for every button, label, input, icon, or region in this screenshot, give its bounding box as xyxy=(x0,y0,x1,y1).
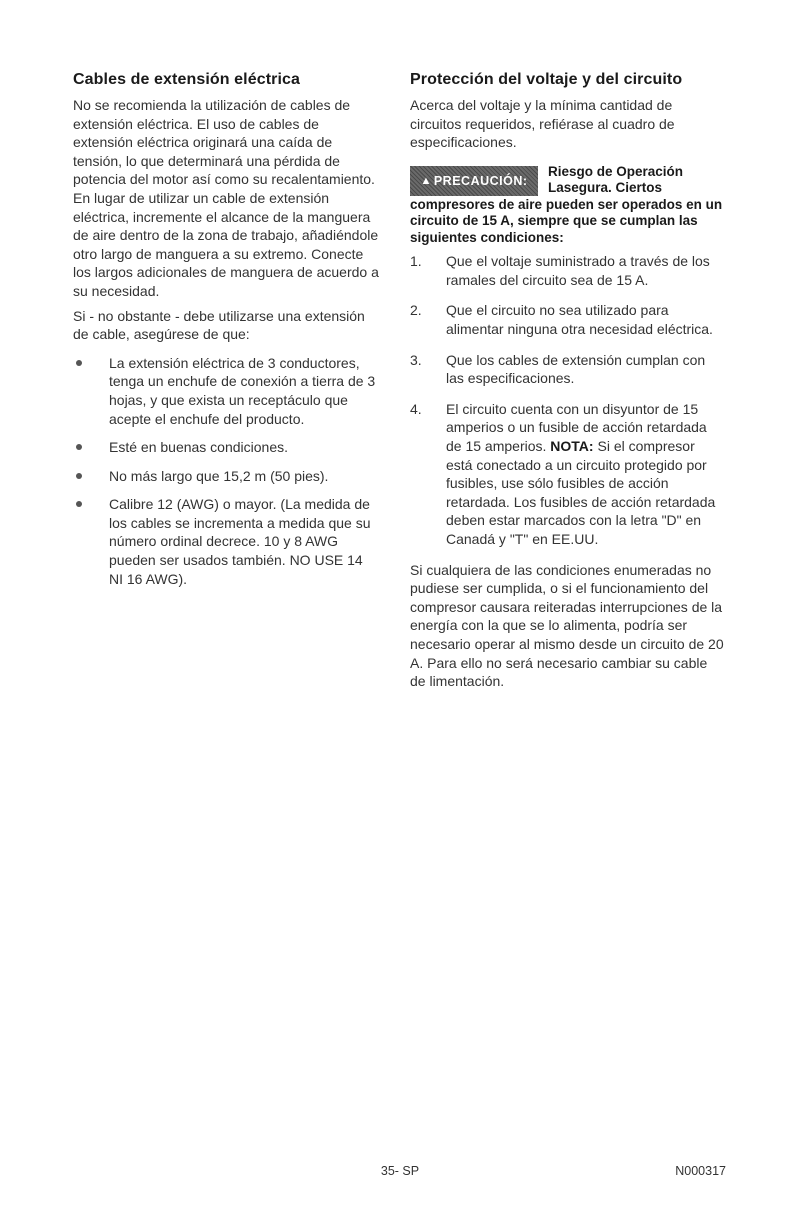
voltage-protection-intro: Acerca del voltaje y la mínima cantidad de circuitos requeridos, refiérase al cuadro de especificaciones. xyxy=(410,97,675,151)
caution-label: PRECAUCIÓN: xyxy=(433,173,528,188)
circuit-conditions-list xyxy=(410,252,725,548)
list-item: Calibre 12 (AWG) o mayor. (La medida de los cables se incrementa a medida que su número ordinal decrece. 10 y 8 AWG pueden ser usados también. NO USE 14 NI 16 AWG). xyxy=(73,495,379,588)
page-number: 35- SP xyxy=(380,1164,420,1178)
extension-cords-condition-intro: Si - no obstante - debe utilizarse una extensión de cable, asegúrese de que: xyxy=(73,307,365,343)
warning-triangle-icon: ▲ xyxy=(420,174,432,187)
left-column xyxy=(73,70,379,598)
list-item: Esté en buenas condiciones. xyxy=(73,438,379,457)
right-column xyxy=(410,70,725,697)
extension-cords-heading: Cables de extensión eléctrica xyxy=(73,71,301,88)
bullet-icon xyxy=(76,501,82,507)
bullet-icon xyxy=(76,360,82,366)
list-item: No más largo que 15,2 m (50 pies). xyxy=(73,467,379,486)
extension-cord-requirements-list xyxy=(73,354,379,589)
list-item: 4. El circuito cuenta con un disyuntor de 15 amperios o un fusible de acción retardada de 15 amperios. NOTA: Si el compresor está conectado a un circuito protegido por fusibles, use sólo fusibles de acción retardada. Los fusibles de acción retardada deben estar marcados con la letra "D" en Canadá y "T" en EE.UU. xyxy=(410,400,716,547)
extension-cords-paragraph: No se recomienda la utilización de cables de extensión eléctrica. El uso de cables de extensión eléctrica originará una caída de tensión, lo que determinará una pérdida de potencia del motor así como su recalentamiento. En lugar de utilizar un cable de extensión eléctrica, incremente el alcance de la manguera de aire dentro de la zona de trabajo, añadiéndole otro largo de manguera a su extremo. Conecte los largos adicionales de manguera de acuerdo a su necesidad. xyxy=(73,97,379,299)
list-item: 1. Que el voltaje suministrado a través de los ramales del circuito sea de 15 A. xyxy=(410,253,710,288)
document-code: N000317 xyxy=(675,1164,726,1178)
list-item: La extensión eléctrica de 3 conductores, tenga un enchufe de conexión a tierra de 3 hojas, y que exista un receptáculo que acepte el enchufe del producto. xyxy=(73,354,379,428)
nota-text: Si el compresor está conectado a un circuito protegido por fusibles, use sólo fusibles de acción retardada. Los fusibles de acción retardada deben estar marcados con la letra "D" en Canadá y "T" en EE.UU. xyxy=(446,438,716,547)
list-item: 2. Que el circuito no sea utilizado para alimentar ninguna otra necesidad eléctrica. xyxy=(410,302,713,338)
nota-label: NOTA: xyxy=(550,438,594,455)
caution-badge xyxy=(410,166,538,196)
list-item: 3. Que los cables de extensión cumplan con las especificaciones. xyxy=(410,351,706,387)
voltage-protection-closing: Si cualquiera de las condiciones enumeradas no pudiese ser cumplida, o si el funcionamiento del compresor causara reiteradas interrupciones de la energía con la que se lo alimenta, podría ser necesario operar al mismo desde un circuito de 20 A. Para ello no será necesario cambiar su cable de limentación. xyxy=(410,561,724,690)
bullet-icon xyxy=(76,473,82,479)
caution-text: Riesgo de Operación Lasegura. Ciertos compresores de aire pueden ser operados en un circuito de 15 A, siempre que se cumplan las siguientes condiciones: xyxy=(410,163,723,245)
voltage-protection-heading: Protección del voltaje y del circuito xyxy=(410,71,683,88)
bullet-icon xyxy=(76,444,82,450)
caution-block xyxy=(410,164,725,247)
